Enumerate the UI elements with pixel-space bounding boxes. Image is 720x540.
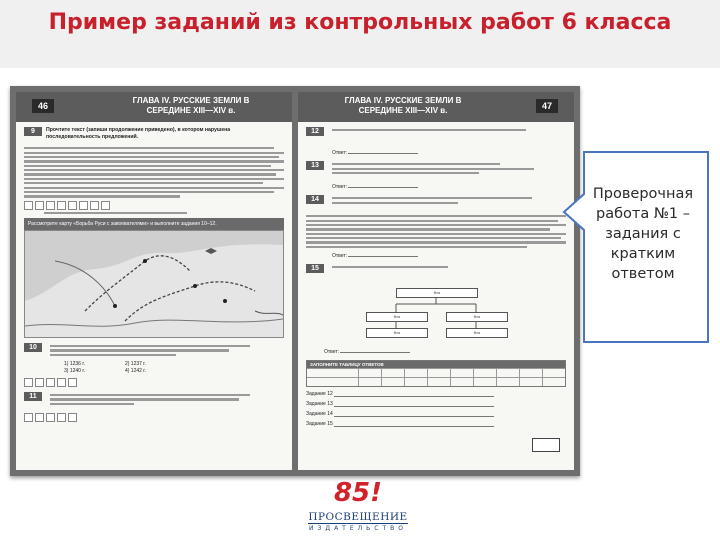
chapter-heading: ГЛАВА IV. РУССКИЕ ЗЕМЛИ В СЕРЕДИНЕ XIII—XIV в. [344, 96, 462, 115]
zadanie-line-12: Задание 12 [306, 391, 566, 397]
task-title: Прочтите текст (запиши продолжение приведено), в котором нарушена последовательность предложений. [46, 127, 231, 140]
task-11 [24, 392, 284, 422]
answer-boxes [24, 413, 284, 422]
option-3: 3) 1240 г. [64, 367, 85, 374]
scheme-box: Кто [366, 328, 428, 338]
answer-label: Ответ: [324, 349, 340, 355]
answer-table [306, 360, 566, 387]
answer-label: Ответ: [332, 253, 348, 259]
task-number: 10 [24, 343, 42, 352]
answer-boxes [24, 378, 284, 387]
map-task-heading: Рассмотрите карту «Борьба Руси с завоевателями» и выполните задания 10–12. [24, 218, 284, 230]
zadanie-line-13: Задание 13 [306, 401, 566, 407]
callout-text: Проверочная работа №1 – задания с кратким ответом [592, 186, 694, 282]
task-9 [24, 127, 284, 214]
page-header [16, 92, 292, 122]
option-4: 4) 1242 г. [124, 367, 146, 374]
task-14 [306, 195, 566, 259]
task-10 [24, 343, 284, 387]
scheme-box: Кто [446, 328, 508, 338]
task-12 [306, 127, 566, 156]
task-number: 14 [306, 195, 324, 204]
workbook-photo [10, 86, 580, 476]
stamp-icon [532, 438, 560, 452]
task-number: 13 [306, 161, 324, 170]
logo-anniversary: 85! [333, 478, 383, 508]
zadanie-line-15: Задание 15 [306, 421, 566, 427]
page-number: 46 [32, 99, 54, 113]
task-number: 15 [306, 264, 324, 273]
answer-boxes [24, 201, 284, 210]
chapter-heading: ГЛАВА IV. РУССКИЕ ЗЕМЛИ В СЕРЕДИНЕ XIII—XIV в. [132, 96, 250, 115]
scheme-box: Кто [446, 312, 508, 322]
scheme-box: Кто [366, 312, 428, 322]
answer-label: Ответ: [332, 150, 348, 156]
zadanie-line-14: Задание 14 [306, 411, 566, 417]
map-illustration [24, 230, 284, 338]
logo-name: ПРОСВЕЩЕНИЕ [300, 511, 416, 523]
workbook-page-right [298, 92, 574, 470]
task-15 [306, 264, 566, 282]
logo-divider [308, 523, 408, 524]
slide-title: Пример заданий из контрольных работ 6 класса [48, 10, 672, 35]
option-1: 1) 1236 г. [64, 360, 85, 367]
answer-label: Ответ: [332, 184, 348, 190]
task-number: 9 [24, 127, 42, 136]
scheme-box: Кто [396, 288, 478, 298]
page-header [298, 92, 574, 122]
page-number: 47 [536, 99, 558, 113]
workbook-page-left [16, 92, 292, 470]
task-number: 11 [24, 392, 42, 401]
scheme-diagram [306, 284, 566, 356]
task-13 [306, 161, 566, 190]
publisher-logo [300, 478, 416, 538]
option-2: 2) 1237 г. [124, 360, 146, 367]
logo-subtitle: ИЗДАТЕЛЬСТВО [309, 525, 407, 532]
answer-table-title: ЗАПОЛНИТЕ ТАБЛИЦУ ОТВЕТОВ [307, 361, 565, 368]
task-number: 12 [306, 127, 324, 136]
